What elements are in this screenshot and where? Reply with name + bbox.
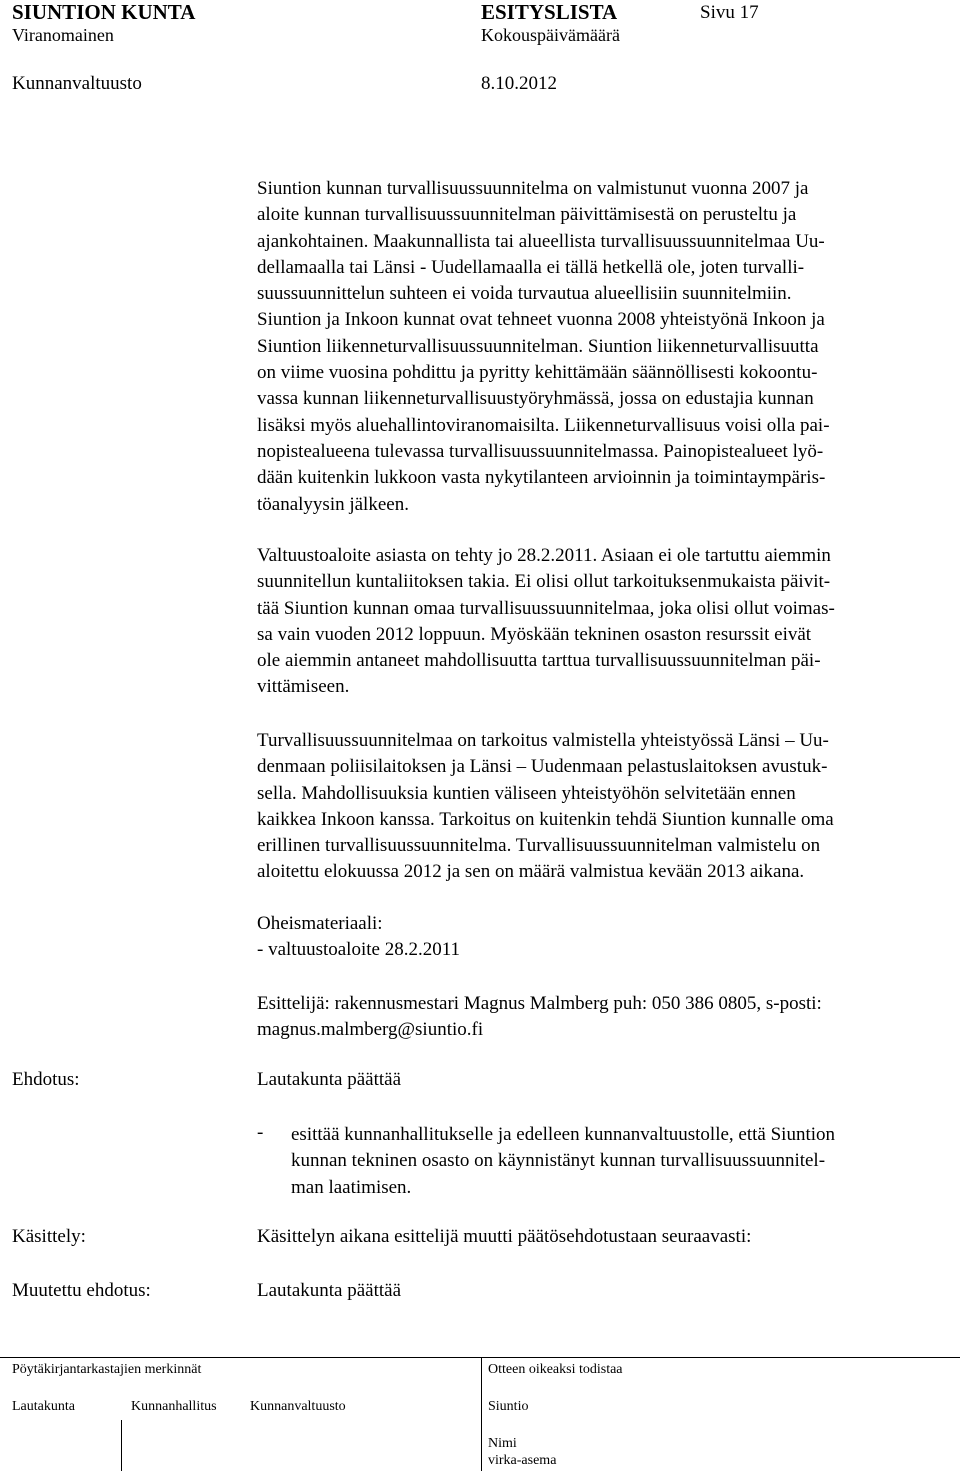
text-line: esittää kunnanhallitukselle ja edelleen kunnanvaltuustolle, että Siuntion bbox=[291, 1124, 835, 1145]
footer-top-rule bbox=[0, 1357, 960, 1358]
text-line: dellamaalla tai Länsi - Uudellamaalla ei tällä hetkellä ole, joten turvalli- bbox=[257, 256, 805, 278]
presenter-info bbox=[257, 991, 947, 1044]
proposal-text: Lautakunta päättää bbox=[257, 1069, 402, 1090]
text-line: nopistealueena tulevassa turvallisuussuunnitelmassa. Painopistealueet lyö- bbox=[257, 440, 824, 462]
text-line: Siuntion kunnan turvallisuussuunnitelma on valmistunut vuonna 2007 ja bbox=[257, 178, 809, 199]
text-line: kunnan tekninen osasto on käynnistänyt kunnan turvallisuussuunnitel- bbox=[291, 1150, 826, 1172]
text-line: Turvallisuussuunnitelmaa on tarkoitus valmistella yhteistyössä Länsi – Uu- bbox=[257, 730, 829, 751]
text-line: aloitettu elokuussa 2012 ja sen on määrä valmistua kevään 2013 aikana. bbox=[257, 861, 805, 883]
text-line: kaikkea Inkoon kanssa. Tarkoitus on kuitenkin tehdä Siuntion kunnalle oma bbox=[257, 808, 834, 830]
text-line: denmaan poliisilaitoksen ja Länsi – Uudenmaan pelastuslaitoksen avustuk- bbox=[257, 756, 828, 778]
footer-inner-divider bbox=[121, 1420, 122, 1471]
footer-inspectors-label: Pöytäkirjantarkastajien merkinnät bbox=[12, 1362, 202, 1377]
text-line: aloite kunnan turvallisuussuunnitelman päivittämisestä on perusteltu ja bbox=[257, 204, 797, 226]
text-line: Valtuustoaloite asiasta on tehty jo 28.2.2011. Asiaan ei ole tartuttu aiemmin bbox=[257, 545, 831, 566]
text-line: Esittelijä: rakennusmestari Magnus Malmberg puh: 050 386 0805, s-posti: bbox=[257, 993, 822, 1014]
paragraph-background bbox=[257, 176, 947, 518]
meeting-date-value: 8.10.2012 bbox=[481, 73, 557, 94]
text-line: vassa kunnan liikenneturvallisuustyöryhmässä, jossa on edustajia kunnan bbox=[257, 388, 814, 410]
document-type: ESITYSLISTA bbox=[481, 0, 618, 24]
handling-text: Käsittelyn aikana esittelijä muutti päätösehdotustaan seuraavasti: bbox=[257, 1226, 752, 1247]
footer-col-kunnanvaltuusto: Kunnanvaltuusto bbox=[250, 1399, 346, 1414]
proposal-item bbox=[291, 1122, 951, 1201]
footer-title-label: virka-asema bbox=[488, 1453, 557, 1468]
footer-place: Siuntio bbox=[488, 1399, 529, 1414]
paragraph-initiative bbox=[257, 543, 947, 701]
text-line: suussuunnittelun suhteen ei voida turvautua alueellisiin suunnitelmiin. bbox=[257, 283, 792, 305]
municipality-name: SIUNTION KUNTA bbox=[12, 0, 196, 24]
attachments-title: Oheismateriaali: bbox=[257, 913, 383, 934]
authority-value: Kunnanvaltuusto bbox=[12, 73, 142, 94]
text-line: dään kuitenkin lukkoon vasta nykytilanteen arvioinnin ja toimintaympäris- bbox=[257, 467, 826, 489]
text-line: erillinen turvallisuussuunnitelma. Turvallisuussuunnitelman valmistelu on bbox=[257, 835, 821, 857]
text-line: ole aiemmin antaneet mahdollisuutta tarttua turvallisuussuunnitelman päi- bbox=[257, 650, 821, 672]
changed-proposal-text: Lautakunta päättää bbox=[257, 1280, 402, 1301]
text-line: sa vain vuoden 2012 loppuun. Myöskään tekninen osaston resurssit eivät bbox=[257, 623, 812, 645]
paragraph-plan bbox=[257, 728, 947, 886]
text-line: tää Siuntion kunnan omaa turvallisuussuunnitelmaa, joka olisi ollut voimas- bbox=[257, 597, 835, 619]
footer-col-lautakunta: Lautakunta bbox=[12, 1399, 75, 1414]
attachments bbox=[257, 911, 947, 964]
footer-col-kunnanhallitus: Kunnanhallitus bbox=[131, 1399, 217, 1414]
text-line: sella. Mahdollisuuksia kuntien väliseen yhteistyöhön selvitetään ennen bbox=[257, 782, 796, 804]
meeting-date-label: Kokouspäivämäärä bbox=[481, 25, 620, 45]
proposal-label: Ehdotus: bbox=[12, 1069, 80, 1090]
proposal-dash: - bbox=[257, 1122, 264, 1143]
handling-label: Käsittely: bbox=[12, 1226, 86, 1247]
text-line: Siuntion ja Inkoon kunnat ovat tehneet vuonna 2008 yhteistyönä Inkoon ja bbox=[257, 309, 825, 331]
text-line: töanalyysin jälkeen. bbox=[257, 493, 409, 515]
footer-certified-label: Otteen oikeaksi todistaa bbox=[488, 1362, 623, 1377]
text-line: ajankohtainen. Maakunnallista tai alueellista turvallisuussuunnitelmaa Uu- bbox=[257, 230, 825, 252]
text-line: man laatimisen. bbox=[291, 1176, 412, 1198]
text-line: vittämiseen. bbox=[257, 676, 350, 698]
page-number: Sivu 17 bbox=[700, 2, 759, 23]
text-line: suunnitellun kuntaliitoksen takia. Ei olisi ollut tarkoituksenmukaista päivit- bbox=[257, 571, 831, 593]
footer-name-label: Nimi bbox=[488, 1436, 517, 1451]
changed-proposal-label: Muutettu ehdotus: bbox=[12, 1280, 151, 1301]
text-line: on viime vuosina pohdittu ja pyritty kehittämään säännöllisesti kokoontu- bbox=[257, 362, 818, 384]
text-line: magnus.malmberg@siuntio.fi bbox=[257, 1019, 484, 1041]
text-line: lisäksi myös aluehallintoviranomaisilta. Liikenneturvallisuus voisi olla pai- bbox=[257, 414, 830, 436]
text-line: Siuntion liikenneturvallisuussuunnitelman. Siuntion liikenneturvallisuutta bbox=[257, 335, 819, 357]
footer-divider bbox=[481, 1357, 482, 1471]
attachment-item: - valtuustoaloite 28.2.2011 bbox=[257, 939, 460, 961]
authority-label: Viranomainen bbox=[12, 25, 114, 45]
